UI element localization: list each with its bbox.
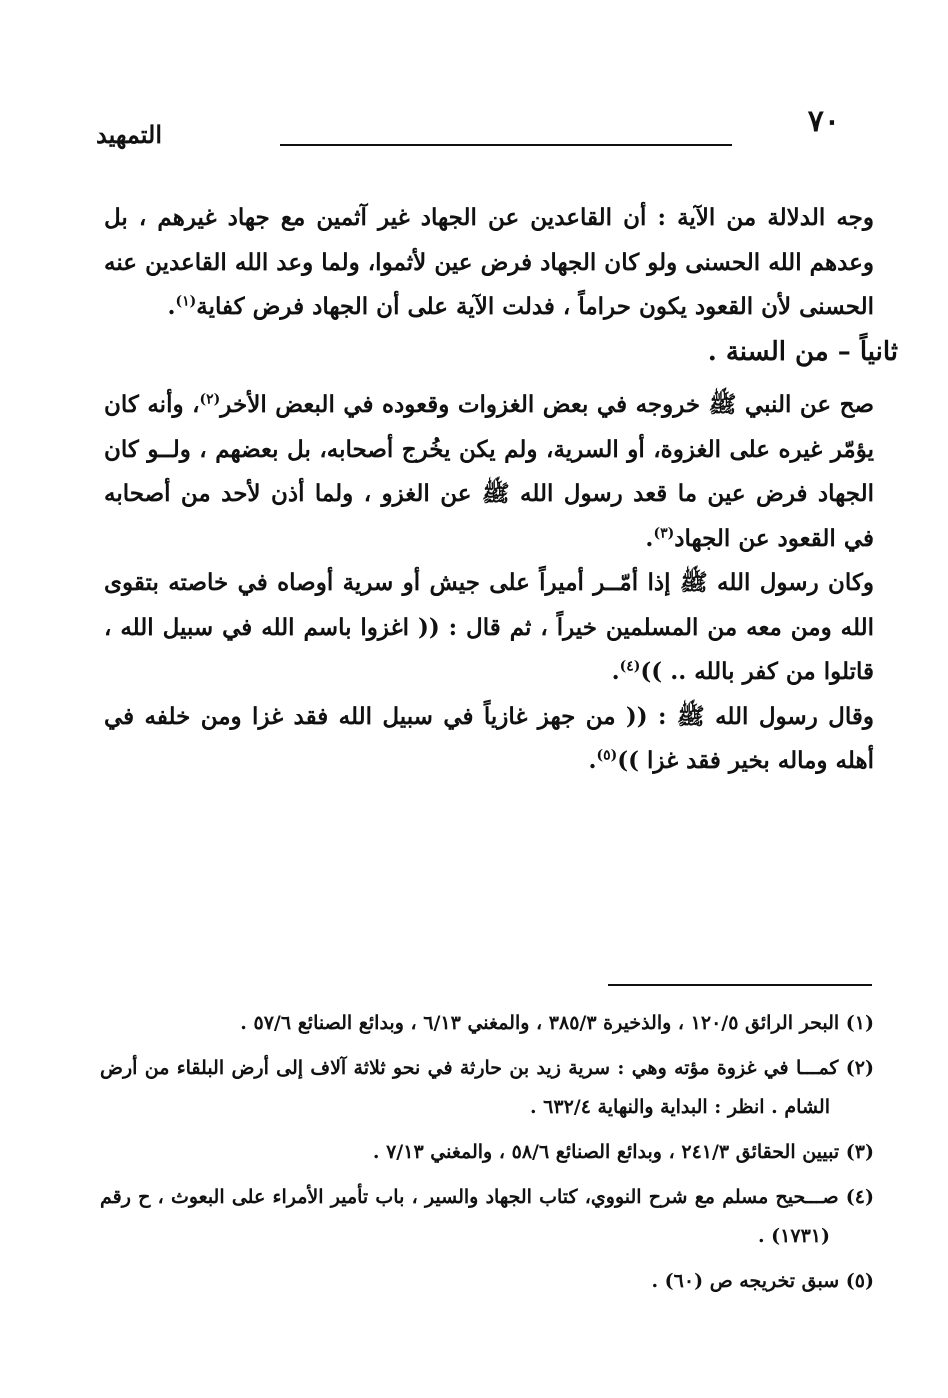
paragraph: وكان رسول الله ﷺ إذا أمّــر أميراً على جيش أو سرية أوصاه في خاصته بتقوى الله ومن معه من المسلمين خيراً ، ثم قال : (( اغزوا باسم الله في سبيل الله ، قاتلوا من كفر بالله .. ))$^{(٤)}$. (104, 569, 874, 685)
page-header (96, 104, 856, 154)
paragraph: وقال رسول الله ﷺ : (( من جهز غازياً في سبيل الله فقد غزا ومن خلفه في أهله وماله بخير فقد غزا ))$^{(٥)}$. (104, 702, 874, 774)
footnote-ref[interactable]: (٢) (199, 391, 221, 408)
footnote: (١) البحر الرائق ١٢٠/٥ ، والذخيرة ٣٨٥/٣ ، والمغني ٦/١٣ ، وبدائع الصنائع ٥٧/٦ . (240, 1012, 874, 1034)
footnotes (100, 1004, 874, 1301)
footnote-ref[interactable]: (٤) (619, 658, 641, 675)
running-title: التمهيد (96, 120, 162, 149)
paragraph: وجه الدلالة من الآية : أن القاعدين عن الجهاد غير آثمين مع جهاد غيرهم ، بل وعدهم الله الحسنى ولو كان الجهاد فرض عين لأثموا، ولما وعد الله القاعدين عنه الحسنى لأن القعود يكون حراماً ، فدلت الآية على أن الجهاد فرض كفاية$^{(١)}$. (104, 204, 874, 320)
footnote-separator (608, 984, 872, 986)
footnote-ref[interactable]: (٥) (596, 747, 618, 764)
footnote-ref[interactable]: (١) (175, 293, 197, 310)
page-number: ٧٠ (807, 104, 840, 139)
footnote: (٢) كمـــا في غزوة مؤته وهي : سرية زيد بن حارثة في نحو ثلاثة آلاف إلى أرض البلقاء من أرض الشام . انظر : البداية والنهاية ٦٣٢/٤ . (100, 1057, 874, 1118)
paragraph: صح عن النبي ﷺ خروجه في بعض الغزوات وقعوده في البعض الأخر$^{(٢)}$، وأنه كان يؤمّر غيره على الغزوة، أو السرية، ولم يكن يخُرج أصحابه، بل بعضهم ، ولــو كان الجهاد فرض عين ما قعد رسول الله ﷺ عن الغزو ، ولما أذن لأحد من أصحابه في القعود عن الجهاد$^{(٣)}$. (104, 391, 874, 552)
footnote: (٣) تبيين الحقائق ٢٤١/٣ ، وبدائع الصنائع ٥٨/٦ ، والمغني ٧/١٣ . (372, 1141, 874, 1163)
main-text (104, 196, 898, 784)
section-heading: ثانياً – من السنة . (707, 336, 898, 367)
header-rule (280, 144, 732, 146)
footnote: (٤) صـــحيح مسلم مع شرح النووي، كتاب الجهاد والسير ، باب تأمير الأمراء على البعوث ، ح رقم (١٧٣١) . (100, 1186, 874, 1247)
footnote-ref[interactable]: (٣) (653, 524, 675, 541)
footnote: (٥) سبق تخريجه ص (٦٠) . (651, 1270, 874, 1292)
